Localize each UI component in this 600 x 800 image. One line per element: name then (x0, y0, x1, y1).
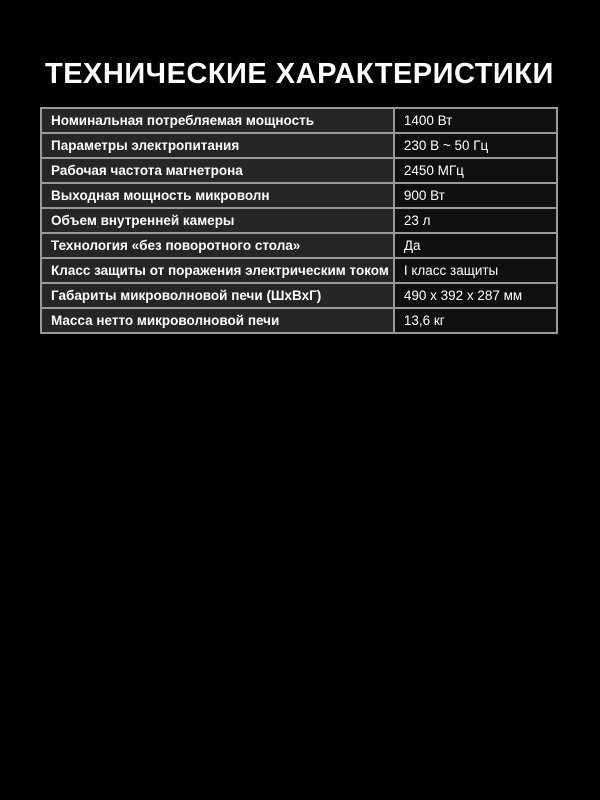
table-row (41, 183, 557, 208)
spec-value: 2450 МГц (394, 158, 557, 183)
table-row (41, 133, 557, 158)
table-row (41, 233, 557, 258)
spec-table-body (41, 108, 557, 333)
table-row (41, 283, 557, 308)
spec-label: Габариты микроволновой печи (ШхВхГ) (41, 283, 394, 308)
spec-label: Номинальная потребляемая мощность (41, 108, 394, 133)
spec-value: 1400 Вт (394, 108, 557, 133)
spec-label: Технология «без поворотного стола» (41, 233, 394, 258)
spec-value: 13,6 кг (394, 308, 557, 333)
table-row (41, 208, 557, 233)
spec-label: Рабочая частота магнетрона (41, 158, 394, 183)
spec-label: Параметры электропитания (41, 133, 394, 158)
table-row (41, 308, 557, 333)
spec-value: Да (394, 233, 557, 258)
table-row (41, 158, 557, 183)
spec-label: Масса нетто микроволновой печи (41, 308, 394, 333)
spec-table (40, 107, 558, 334)
spec-value: 900 Вт (394, 183, 557, 208)
spec-value: 23 л (394, 208, 557, 233)
spec-value: 230 В ~ 50 Гц (394, 133, 557, 158)
spec-label: Класс защиты от поражения электрическим током (41, 258, 394, 283)
table-row (41, 108, 557, 133)
spec-label: Объем внутренней камеры (41, 208, 394, 233)
table-row (41, 258, 557, 283)
spec-value: I класс защиты (394, 258, 557, 283)
spec-label: Выходная мощность микроволн (41, 183, 394, 208)
page-title: ТЕХНИЧЕСКИЕ ХАРАКТЕРИСТИКИ (45, 58, 554, 90)
spec-value: 490 x 392 x 287 мм (394, 283, 557, 308)
